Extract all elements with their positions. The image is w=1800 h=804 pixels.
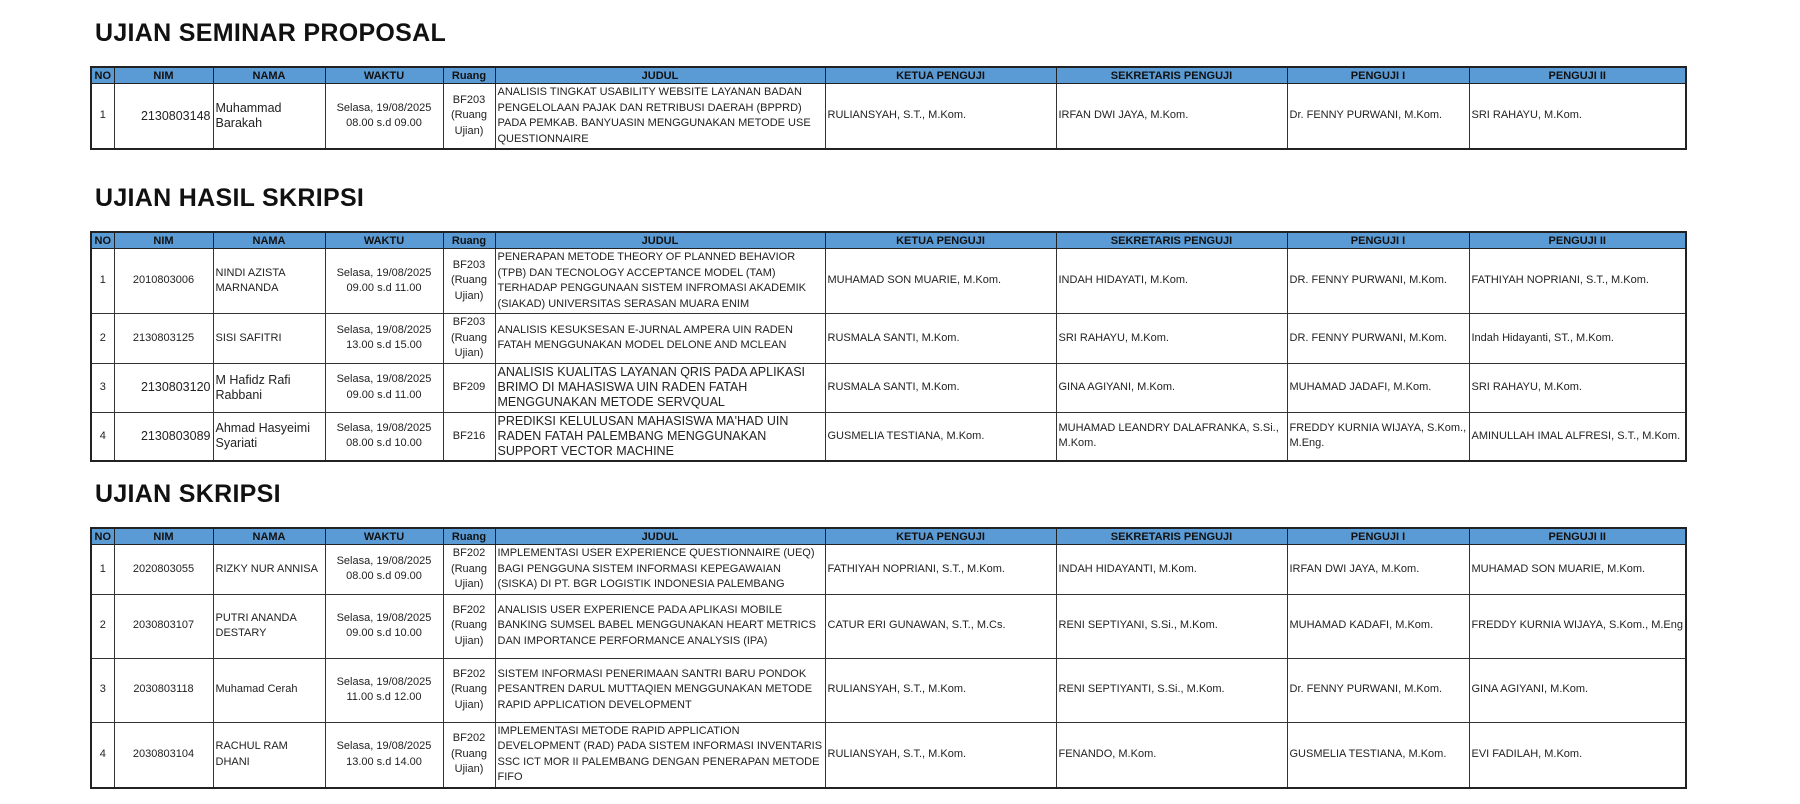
waktu-hari: Selasa, 19/08/2025 bbox=[336, 611, 432, 624]
header-penguji1: PENGUJI I bbox=[1287, 67, 1469, 84]
waktu-hari: Selasa, 19/08/2025 bbox=[336, 101, 432, 114]
cell-ruang: BF202 (Ruang Ujian) bbox=[443, 594, 495, 658]
cell-penguji2: AMINULLAH IMAL ALFRESI, S.T., M.Kom. bbox=[1469, 412, 1686, 461]
waktu-jam: 09.00 s.d 11.00 bbox=[346, 282, 422, 294]
cell-ketua: GUSMELIA TESTIANA, M.Kom. bbox=[825, 412, 1056, 461]
cell-penguji2: EVI FADILAH, M.Kom. bbox=[1469, 722, 1686, 788]
cell-sekretaris: SRI RAHAYU, M.Kom. bbox=[1056, 314, 1287, 364]
cell-nim: 2030803118 bbox=[114, 658, 213, 722]
section-title: UJIAN SKRIPSI bbox=[95, 480, 281, 508]
header-penguji2: PENGUJI II bbox=[1469, 67, 1686, 84]
cell-no: 1 bbox=[91, 249, 114, 314]
header-nama: NAMA bbox=[213, 232, 325, 249]
cell-no: 2 bbox=[91, 594, 114, 658]
cell-no: 4 bbox=[91, 412, 114, 461]
table-row bbox=[91, 314, 1686, 364]
cell-nama: Ahmad Hasyeimi Syariati bbox=[213, 412, 325, 461]
header-no: NO bbox=[91, 67, 114, 84]
schedule-table bbox=[90, 231, 1687, 462]
header-penguji2: PENGUJI II bbox=[1469, 232, 1686, 249]
header-sekretaris: SEKRETARIS PENGUJI bbox=[1056, 232, 1287, 249]
waktu-jam: 13.00 s.d 15.00 bbox=[346, 339, 422, 352]
cell-no: 2 bbox=[91, 314, 114, 364]
cell-nama: PUTRI ANANDA DESTARY bbox=[213, 594, 325, 658]
header-sekretaris: SEKRETARIS PENGUJI bbox=[1056, 67, 1287, 84]
cell-nim: 2130803125 bbox=[114, 314, 213, 364]
table-header-row bbox=[91, 528, 1686, 545]
header-nama: NAMA bbox=[213, 528, 325, 545]
cell-judul: IMPLEMENTASI USER EXPERIENCE QUESTIONNAIRE (UEQ) BAGI PENGGUNA SISTEM INFORMASI KEPEGAWAIAN (SISKA) DI PT. BGR LOGISTIK INDONESIA PALEMBANG bbox=[495, 545, 825, 595]
cell-waktu bbox=[325, 412, 443, 461]
cell-ruang: BF202 (Ruang Ujian) bbox=[443, 545, 495, 595]
cell-nama: NINDI AZISTA MARNANDA bbox=[213, 249, 325, 314]
cell-nama: Muhamad Cerah bbox=[213, 658, 325, 722]
cell-nama: M Hafidz Rafi Rabbani bbox=[213, 363, 325, 412]
cell-penguji1: DR. FENNY PURWANI, M.Kom. bbox=[1287, 249, 1469, 314]
cell-no: 4 bbox=[91, 722, 114, 788]
cell-no: 1 bbox=[91, 545, 114, 595]
cell-no: 3 bbox=[91, 658, 114, 722]
cell-nim: 2130803089 bbox=[114, 412, 213, 461]
cell-waktu bbox=[325, 658, 443, 722]
cell-penguji1: MUHAMAD JADAFI, M.Kom. bbox=[1287, 363, 1469, 412]
cell-ruang: BF203 (Ruang Ujian) bbox=[443, 249, 495, 314]
header-ketua: KETUA PENGUJI bbox=[825, 232, 1056, 249]
waktu-hari: Selasa, 19/08/2025 bbox=[336, 373, 432, 385]
cell-nama: SISI SAFITRI bbox=[213, 314, 325, 364]
waktu-hari: Selasa, 19/08/2025 bbox=[336, 740, 432, 752]
cell-waktu bbox=[325, 249, 443, 314]
header-judul: JUDUL bbox=[495, 528, 825, 545]
cell-ketua: CATUR ERI GUNAWAN, S.T., M.Cs. bbox=[825, 594, 1056, 658]
cell-judul: ANALISIS TINGKAT USABILITY WEBSITE LAYANAN BADAN PENGELOLAAN PAJAK DAN RETRIBUSI DAERAH (BPPRD) PADA PEMKAB. BANYUASIN MENGGUNAKAN METODE USE QUESTIONNAIRE bbox=[495, 84, 825, 150]
header-ketua: KETUA PENGUJI bbox=[825, 528, 1056, 545]
header-penguji2: PENGUJI II bbox=[1469, 528, 1686, 545]
cell-judul: ANALISIS KUALITAS LAYANAN QRIS PADA APLIKASI BRIMO DI MAHASISWA UIN RADEN FATAH MENGGUNAKAN METODE SERVQUAL bbox=[495, 363, 825, 412]
cell-penguji1: MUHAMAD KADAFI, M.Kom. bbox=[1287, 594, 1469, 658]
cell-judul: ANALISIS USER EXPERIENCE PADA APLIKASI MOBILE BANKING SUMSEL BABEL MENGGUNAKAN HEART METRICS DAN IMPORTANCE PERFORMANCE ANALYSIS (IPA) bbox=[495, 594, 825, 658]
cell-nim: 2020803055 bbox=[114, 545, 213, 595]
cell-penguji1: Dr. FENNY PURWANI, M.Kom. bbox=[1287, 84, 1469, 150]
section-title: UJIAN HASIL SKRIPSI bbox=[95, 184, 365, 212]
table-row bbox=[91, 363, 1686, 412]
cell-sekretaris: INDAH HIDAYATI, M.Kom. bbox=[1056, 249, 1287, 314]
waktu-hari: Selasa, 19/08/2025 bbox=[336, 323, 432, 336]
header-nim: NIM bbox=[114, 67, 213, 84]
cell-penguji2: SRI RAHAYU, M.Kom. bbox=[1469, 84, 1686, 150]
cell-sekretaris: RENI SEPTIYANI, S.Si., M.Kom. bbox=[1056, 594, 1287, 658]
cell-penguji2: GINA AGIYANI, M.Kom. bbox=[1469, 658, 1686, 722]
cell-ketua: MUHAMAD SON MUARIE, M.Kom. bbox=[825, 249, 1056, 314]
cell-ruang: BF209 bbox=[443, 363, 495, 412]
cell-nama: Muhammad Barakah bbox=[213, 84, 325, 150]
header-sekretaris: SEKRETARIS PENGUJI bbox=[1056, 528, 1287, 545]
waktu-jam: 09.00 s.d 11.00 bbox=[346, 388, 422, 401]
waktu-jam: 08.00 s.d 10.00 bbox=[346, 437, 422, 450]
cell-waktu bbox=[325, 545, 443, 595]
header-ruang: Ruang bbox=[443, 232, 495, 249]
cell-penguji1: FREDDY KURNIA WIJAYA, S.Kom., M.Eng. bbox=[1287, 412, 1469, 461]
cell-penguji2: FATHIYAH NOPRIANI, S.T., M.Kom. bbox=[1469, 249, 1686, 314]
table-row bbox=[91, 658, 1686, 722]
cell-nim: 2010803006 bbox=[114, 249, 213, 314]
cell-penguji2: MUHAMAD SON MUARIE, M.Kom. bbox=[1469, 545, 1686, 595]
cell-waktu bbox=[325, 594, 443, 658]
table-row bbox=[91, 412, 1686, 461]
header-nim: NIM bbox=[114, 528, 213, 545]
waktu-jam: 11.00 s.d 12.00 bbox=[346, 691, 422, 703]
cell-penguji1: IRFAN DWI JAYA, M.Kom. bbox=[1287, 545, 1469, 595]
cell-nim: 2130803148 bbox=[114, 84, 213, 150]
section-title: UJIAN SEMINAR PROPOSAL bbox=[95, 19, 447, 47]
cell-waktu bbox=[325, 363, 443, 412]
cell-ketua: RUSMALA SANTI, M.Kom. bbox=[825, 363, 1056, 412]
header-waktu: WAKTU bbox=[325, 67, 443, 84]
cell-ketua: RULIANSYAH, S.T., M.Kom. bbox=[825, 722, 1056, 788]
cell-no: 1 bbox=[91, 84, 114, 150]
cell-sekretaris: IRFAN DWI JAYA, M.Kom. bbox=[1056, 84, 1287, 150]
waktu-jam: 08.00 s.d 09.00 bbox=[346, 117, 422, 129]
header-nama: NAMA bbox=[213, 67, 325, 84]
cell-judul: IMPLEMENTASI METODE RAPID APPLICATION DEVELOPMENT (RAD) PADA SISTEM INFORMASI INVENTARIS SSC ICT MOR II PALEMBANG DENGAN PENERAPAN METODE FIFO bbox=[495, 722, 825, 788]
cell-ketua: RULIANSYAH, S.T., M.Kom. bbox=[825, 84, 1056, 150]
table-header-row bbox=[91, 67, 1686, 84]
header-judul: JUDUL bbox=[495, 67, 825, 84]
cell-waktu bbox=[325, 722, 443, 788]
header-penguji1: PENGUJI I bbox=[1287, 528, 1469, 545]
schedule-table bbox=[90, 66, 1687, 150]
cell-judul: PENERAPAN METODE THEORY OF PLANNED BEHAVIOR (TPB) DAN TECNOLOGY ACCEPTANCE MODEL (TAM) TERHADAP PENGGUNAAN SISTEM INFROMASI AKADEMIK (SIAKAD) UNIVERSITAS SERASAN MUARA ENIM bbox=[495, 249, 825, 314]
header-nim: NIM bbox=[114, 232, 213, 249]
schedule-table bbox=[90, 527, 1687, 789]
cell-judul: SISTEM INFORMASI PENERIMAAN SANTRI BARU PONDOK PESANTREN DARUL MUTTAQIEN MENGGUNAKAN METODE RAPID APPLICATION DEVELOPMENT bbox=[495, 658, 825, 722]
section-skripsi bbox=[90, 479, 1685, 789]
waktu-hari: Selasa, 19/08/2025 bbox=[336, 554, 432, 567]
cell-ketua: FATHIYAH NOPRIANI, S.T., M.Kom. bbox=[825, 545, 1056, 595]
waktu-jam: 08.00 s.d 09.00 bbox=[346, 570, 422, 583]
cell-sekretaris: INDAH HIDAYANTI, M.Kom. bbox=[1056, 545, 1287, 595]
waktu-hari: Selasa, 19/08/2025 bbox=[336, 675, 432, 688]
cell-sekretaris: RENI SEPTIYANTI, S.Si., M.Kom. bbox=[1056, 658, 1287, 722]
cell-ketua: RULIANSYAH, S.T., M.Kom. bbox=[825, 658, 1056, 722]
cell-judul: ANALISIS KESUKSESAN E-JURNAL AMPERA UIN RADEN FATAH MENGGUNAKAN MODEL DELONE AND MCLEAN bbox=[495, 314, 825, 364]
header-ruang: Ruang bbox=[443, 67, 495, 84]
table-row bbox=[91, 594, 1686, 658]
cell-ruang: BF202 (Ruang Ujian) bbox=[443, 658, 495, 722]
section-seminar-proposal bbox=[90, 18, 1685, 150]
table-row bbox=[91, 722, 1686, 788]
cell-sekretaris: GINA AGIYANI, M.Kom. bbox=[1056, 363, 1287, 412]
cell-no: 3 bbox=[91, 363, 114, 412]
waktu-hari: Selasa, 19/08/2025 bbox=[336, 421, 432, 434]
header-ketua: KETUA PENGUJI bbox=[825, 67, 1056, 84]
table-row bbox=[91, 249, 1686, 314]
table-header-row bbox=[91, 232, 1686, 249]
cell-waktu bbox=[325, 314, 443, 364]
cell-ruang: BF203 (Ruang Ujian) bbox=[443, 84, 495, 150]
cell-ketua: RUSMALA SANTI, M.Kom. bbox=[825, 314, 1056, 364]
header-waktu: WAKTU bbox=[325, 528, 443, 545]
cell-sekretaris: FENANDO, M.Kom. bbox=[1056, 722, 1287, 788]
header-ruang: Ruang bbox=[443, 528, 495, 545]
header-waktu: WAKTU bbox=[325, 232, 443, 249]
waktu-hari: Selasa, 19/08/2025 bbox=[336, 266, 432, 279]
cell-penguji1: Dr. FENNY PURWANI, M.Kom. bbox=[1287, 658, 1469, 722]
table-row bbox=[91, 545, 1686, 595]
header-judul: JUDUL bbox=[495, 232, 825, 249]
cell-penguji2: FREDDY KURNIA WIJAYA, S.Kom., M.Eng bbox=[1469, 594, 1686, 658]
cell-nim: 2030803104 bbox=[114, 722, 213, 788]
cell-penguji2: SRI RAHAYU, M.Kom. bbox=[1469, 363, 1686, 412]
cell-penguji1: DR. FENNY PURWANI, M.Kom. bbox=[1287, 314, 1469, 364]
cell-waktu bbox=[325, 84, 443, 150]
cell-judul: PREDIKSI KELULUSAN MAHASISWA MA'HAD UIN RADEN FATAH PALEMBANG MENGGUNAKAN SUPPORT VECTOR MACHINE bbox=[495, 412, 825, 461]
cell-ruang: BF216 bbox=[443, 412, 495, 461]
cell-penguji2: Indah Hidayanti, ST., M.Kom. bbox=[1469, 314, 1686, 364]
cell-nim: 2130803120 bbox=[114, 363, 213, 412]
header-penguji1: PENGUJI I bbox=[1287, 232, 1469, 249]
header-no: NO bbox=[91, 528, 114, 545]
section-hasil-skripsi bbox=[90, 183, 1685, 462]
header-no: NO bbox=[91, 232, 114, 249]
cell-nama: RACHUL RAM DHANI bbox=[213, 722, 325, 788]
cell-nim: 2030803107 bbox=[114, 594, 213, 658]
cell-ruang: BF203 (Ruang Ujian) bbox=[443, 314, 495, 364]
waktu-jam: 13.00 s.d 14.00 bbox=[346, 755, 422, 768]
waktu-jam: 09.00 s.d 10.00 bbox=[346, 627, 422, 639]
table-row bbox=[91, 84, 1686, 150]
cell-penguji1: GUSMELIA TESTIANA, M.Kom. bbox=[1287, 722, 1469, 788]
cell-ruang: BF202 (Ruang Ujian) bbox=[443, 722, 495, 788]
cell-nama: RIZKY NUR ANNISA bbox=[213, 545, 325, 595]
cell-sekretaris: MUHAMAD LEANDRY DALAFRANKA, S.Si., M.Kom. bbox=[1056, 412, 1287, 461]
